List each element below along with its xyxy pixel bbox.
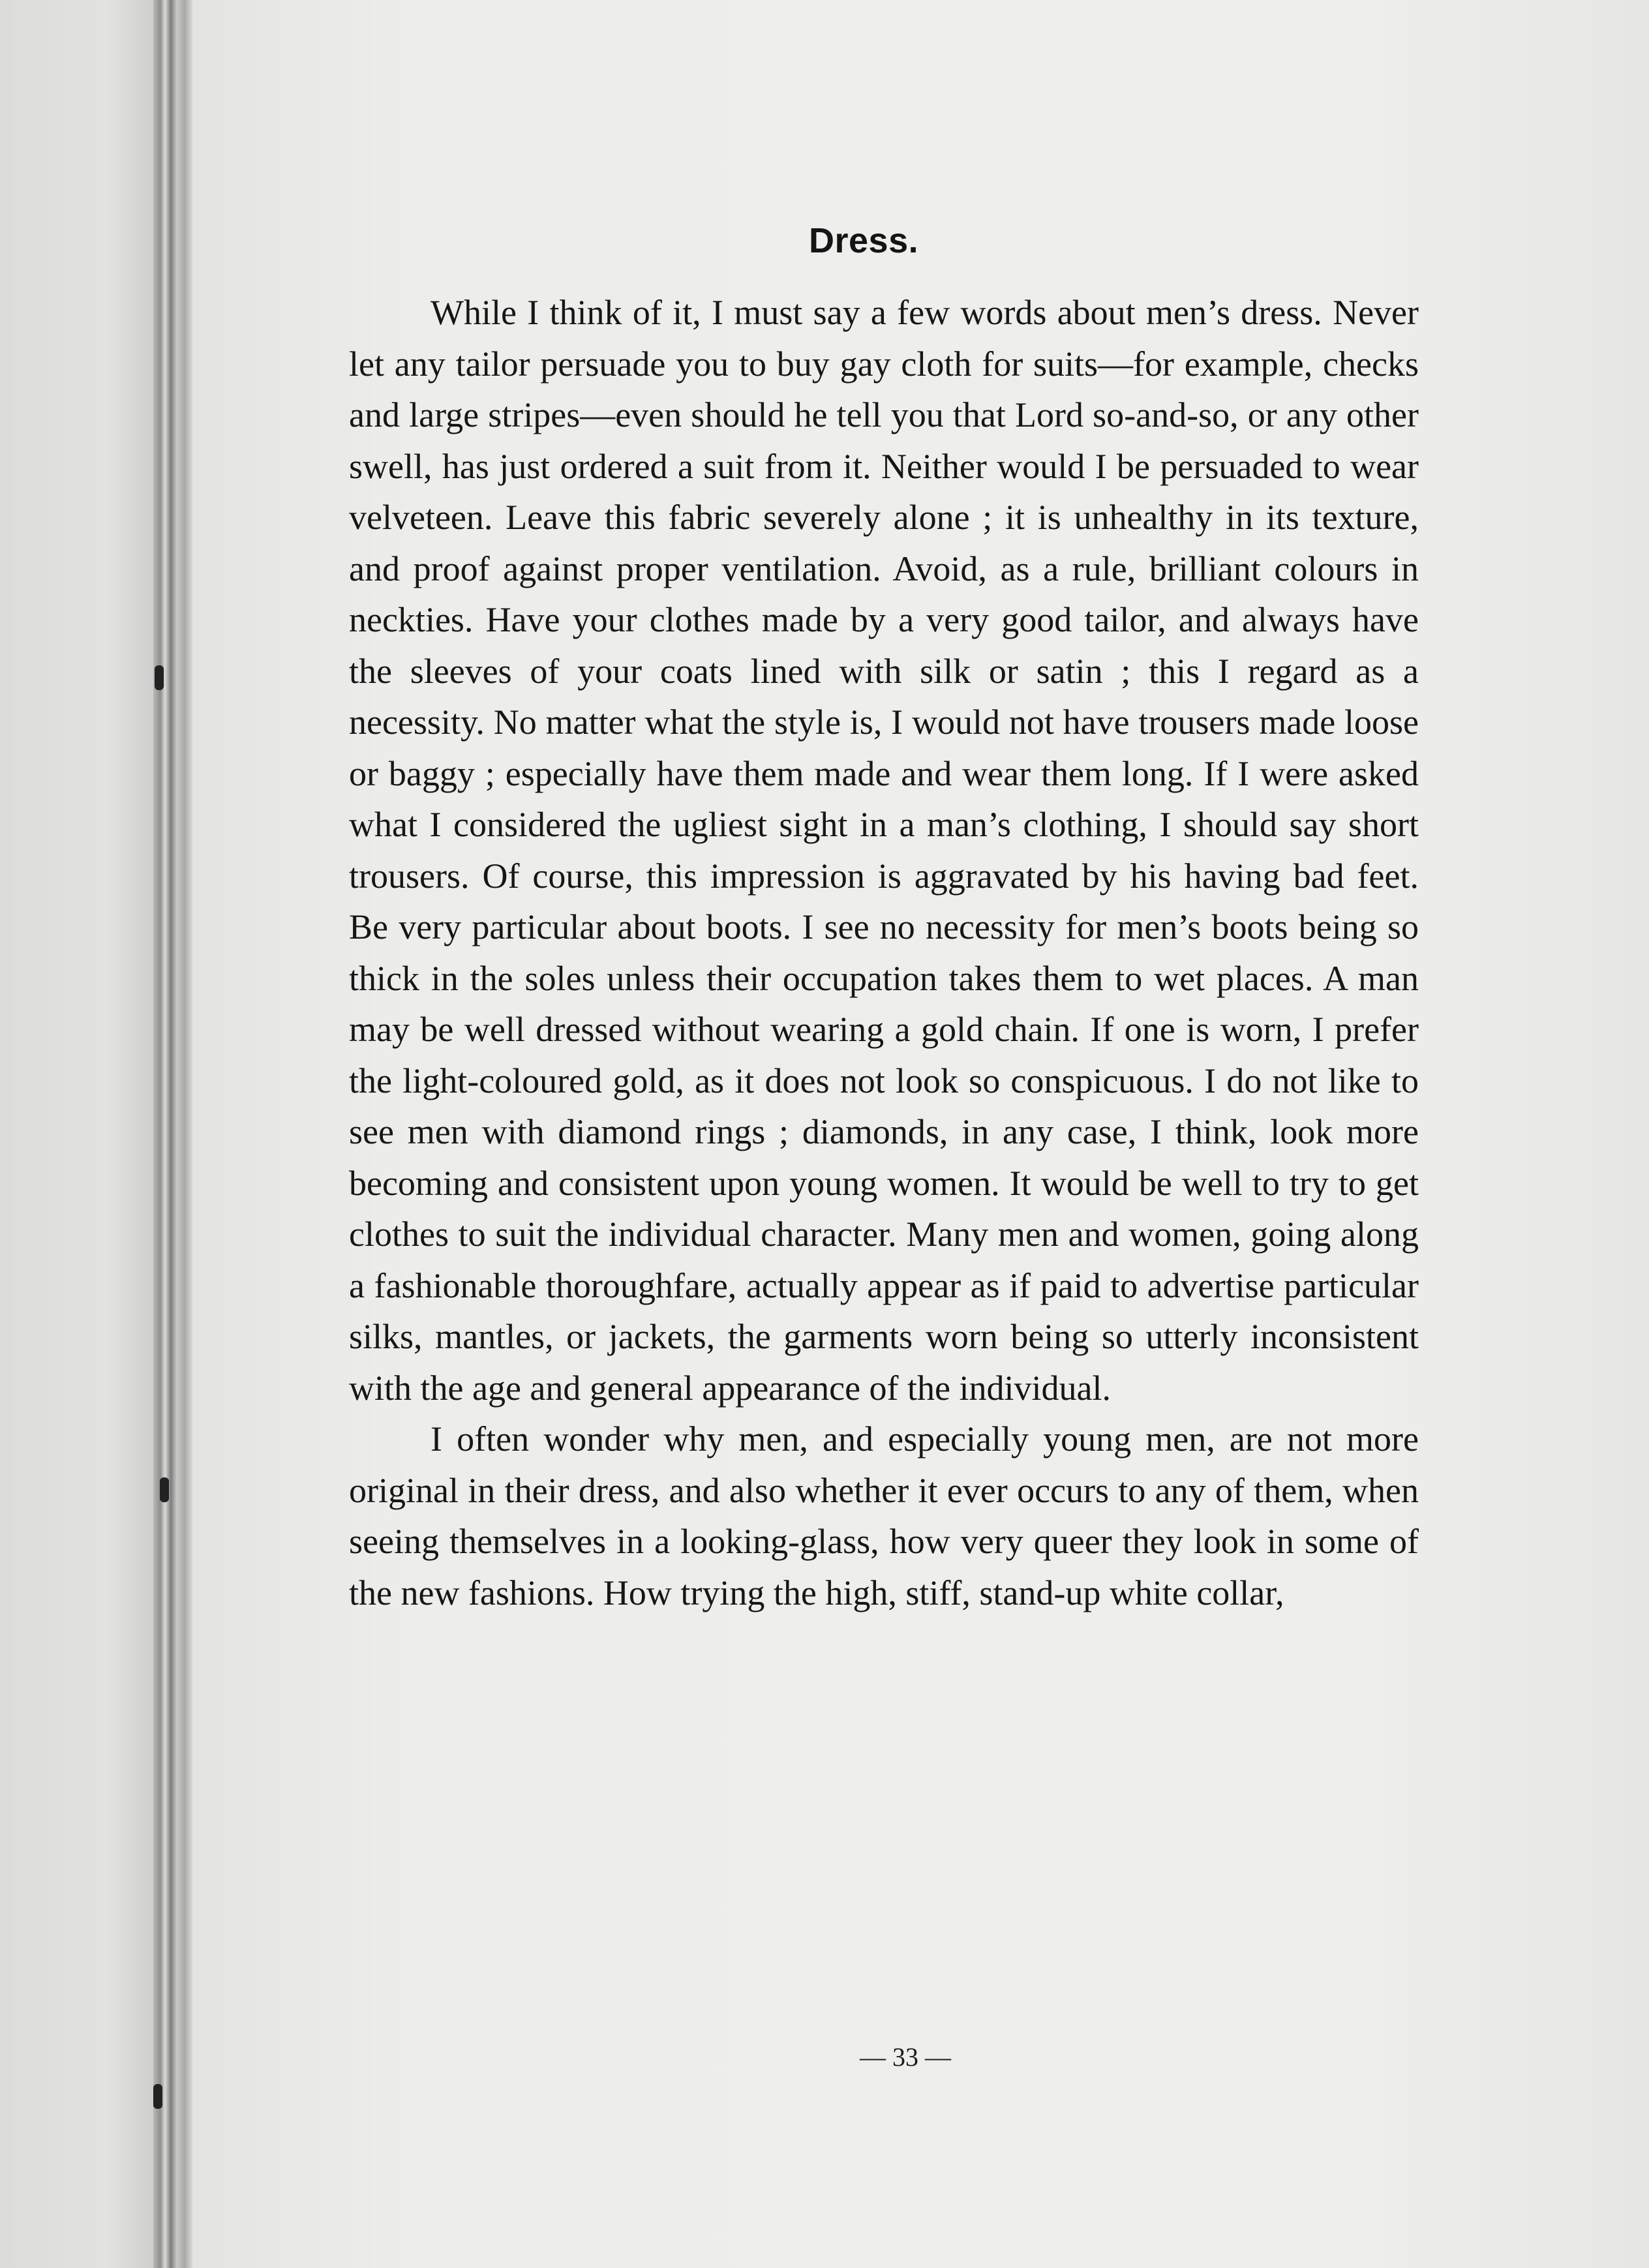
section-heading: Dress. <box>809 221 919 260</box>
left-page-edge <box>0 0 153 2268</box>
book-binding <box>153 0 192 2268</box>
page-number: — 33 — <box>860 2042 951 2072</box>
paragraph: I often wonder why men, and especially young men, are not more original in their dress, and also whether it ever occurs to any of them, when seeing themselves in a looking-glass, how very queer they look in some of the new fashions. How trying the high, stiff, stand-up white collar, <box>349 1419 1419 1612</box>
binding-stitch-mark <box>155 665 164 690</box>
body-text <box>349 287 1419 1618</box>
binding-stitch-mark <box>160 1477 169 1502</box>
binding-stitch-mark <box>153 2084 162 2109</box>
paragraph: While I think of it, I must say a few words about men’s dress. Never let any tailor persuade you to buy gay cloth for suits—for example, checks and large stripes—even should he tell you that Lord so-and-so, or any other swell, has just ordered a suit from it. Neither would I be persuaded to wear velveteen. Leave this fabric severely alone ; it is unhealthy in its texture, and proof against proper ventilation. Avoid, as a rule, brilliant colours in neckties. Have your clothes made by a very good tailor, and always have the sleeves of your coats lined with silk or satin ; this I regard as a necessity. No matter what the style is, I would not have trousers made loose or baggy ; especially have them made and wear them long. If I were asked what I considered the ugliest sight in a man’s clothing, I should say short trousers. Of course, this impression is aggravated by his having bad feet. Be very particular about boots. I see no necessity for men’s boots being so thick in the soles unless their occupation takes them to wet places. A man may be well dressed without wearing a gold chain. If one is worn, I prefer the light-coloured gold, as it does not look so conspicuous. I do not like to see men with diamond rings ; diamonds, in any case, I think, look more becoming and consistent upon young women. It would be well to try to get clothes to suit the individual character. Many men and women, going along a fashionable thoroughfare, actually appear as if paid to advertise particular silks, mantles, or jackets, the garments worn being so utterly inconsistent with the age and general appearance of the individual. <box>349 293 1419 1408</box>
